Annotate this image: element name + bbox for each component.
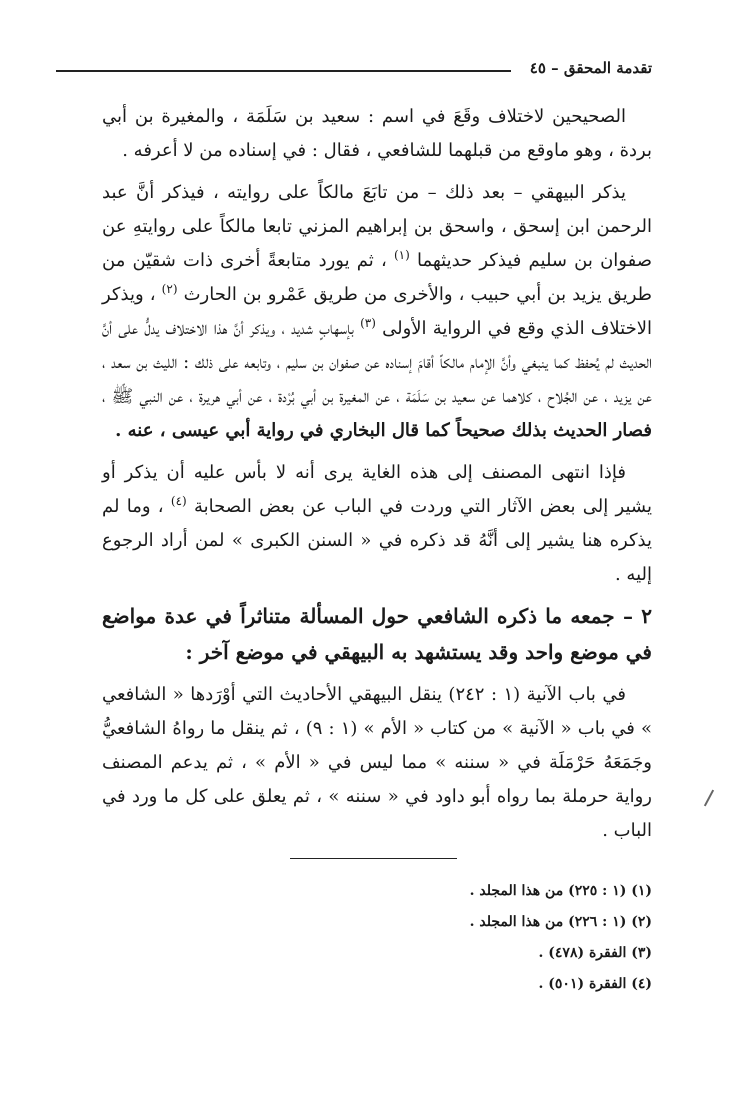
footnotes — [352, 876, 652, 1000]
body-text — [102, 100, 652, 848]
footnote-1: (١) (١ : ٢٢٥) من هذا المجلد . — [469, 883, 652, 899]
paragraph-2-part-b: ، ثم يورد متابعةً أخرى ذات شقيّن من طريق يزيد بن أبي حبيب ، والأخرى من طريق عَمْرو بن الحارث — [102, 250, 652, 305]
header-rule — [56, 70, 511, 72]
footnote-ref-4[interactable]: (٤) — [170, 494, 187, 508]
paragraph-2-part-c: ، ويذكر الاختلاف الذي وقع في الرواية الأولى — [102, 284, 652, 339]
paragraph-2 — [102, 176, 652, 448]
paragraph-4: في باب الآنية (١ : ٢٤٢) ينقل البيهقي الأحاديث التي أوْرَدها « الشافعي » في باب « الآنية » من كتاب « الأم » (١ : ٩) ، ثم ينقل ما رواهُ الشافعيُّ وجَمَعَهُ حَرْمَلَة في « سننه » مما ليس في « الأم » ، ثم يدعم المصنف رواية حرملة بما رواه أبو داود في « سننه » ، ثم يعلق على كل ما ورد في الباب . — [102, 684, 652, 841]
margin-pencil-mark — [704, 790, 714, 807]
paragraph-3-part-b: ، وما لم يذكره هنا يشير إلى أنَّهُ قد ذكره في « السنن الكبرى » لمن أراد الرجوع إليه . — [102, 496, 652, 585]
footnote-ref-2[interactable]: (٢) — [161, 282, 178, 296]
running-header — [56, 58, 652, 92]
header-title: تقدمة المحقق – ٤٥ — [529, 59, 652, 77]
paragraph-3-part-a: فإذا انتهى المصنف إلى هذه الغاية يرى أنه لا بأس عليه أن يذكر أو يشير إلى بعض الآثار التي وردت في الباب عن بعض الصحابة — [102, 462, 652, 517]
paragraph-1: الصحيحين لاختلاف وقَعَ في اسم : سعيد بن سَلَمَة ، والمغيرة بن أبي بردة ، وهو ماوقع من قبلهما للشافعي ، فقال : في إسناده من لا أعرفه . — [102, 106, 652, 161]
paragraph-2-part-a: يذكر البيهقي – بعد ذلك – من تابَعَ مالكاً على روايته ، فيذكر أنَّ عبد الرحمن ابن إسحق ، واسحق بن إبراهيم المزني تابعا مالكاً على روايتهِ عن صفوان بن سليم فيذكر حديثهما — [102, 182, 652, 271]
paragraph-2-part-d: بإسهابٍ شديد ، ويذكر أنَّ هذا الاختلاف يدلُّ على أنَّ الحديث لم يُحفظ كما ينبغي وأنَّ الإمام مالكاً أقامَ إسناده عن صفوان بن سليم ، وتابعه على ذلك : الليث بن سعد ، عن يزيد ، عن الجُلاح ، كلاهما عن سعيد بن سَلَمَة ، عن المغيرة بن أبي بُرْدة ، عن أبي هريرة ، عن النبي ﷺ ، — [102, 318, 652, 407]
paragraph-3 — [102, 456, 652, 592]
footnote-separator — [290, 858, 457, 859]
footnote-4: (٤) الفقرة (٥٠١) . — [538, 976, 652, 992]
paragraph-2-bold-conclusion: فصار الحديث بذلك صحيحاً كما قال البخاري في رواية أبي عيسى ، عنه . — [115, 420, 652, 441]
section-heading: ٢ – جمعه ما ذكره الشافعي حول المسألة متناثراً في عدة مواضع في موضع واحد وقد يستشهد به البيهقي في موضع آخر : — [102, 604, 652, 664]
footnote-ref-3[interactable]: (٣) — [360, 316, 376, 330]
footnote-ref-1[interactable]: (١) — [393, 248, 410, 262]
footnote-3: (٣) الفقرة (٤٧٨) . — [538, 945, 652, 961]
footnote-2: (٢) (١ : ٢٢٦) من هذا المجلد . — [469, 914, 652, 930]
